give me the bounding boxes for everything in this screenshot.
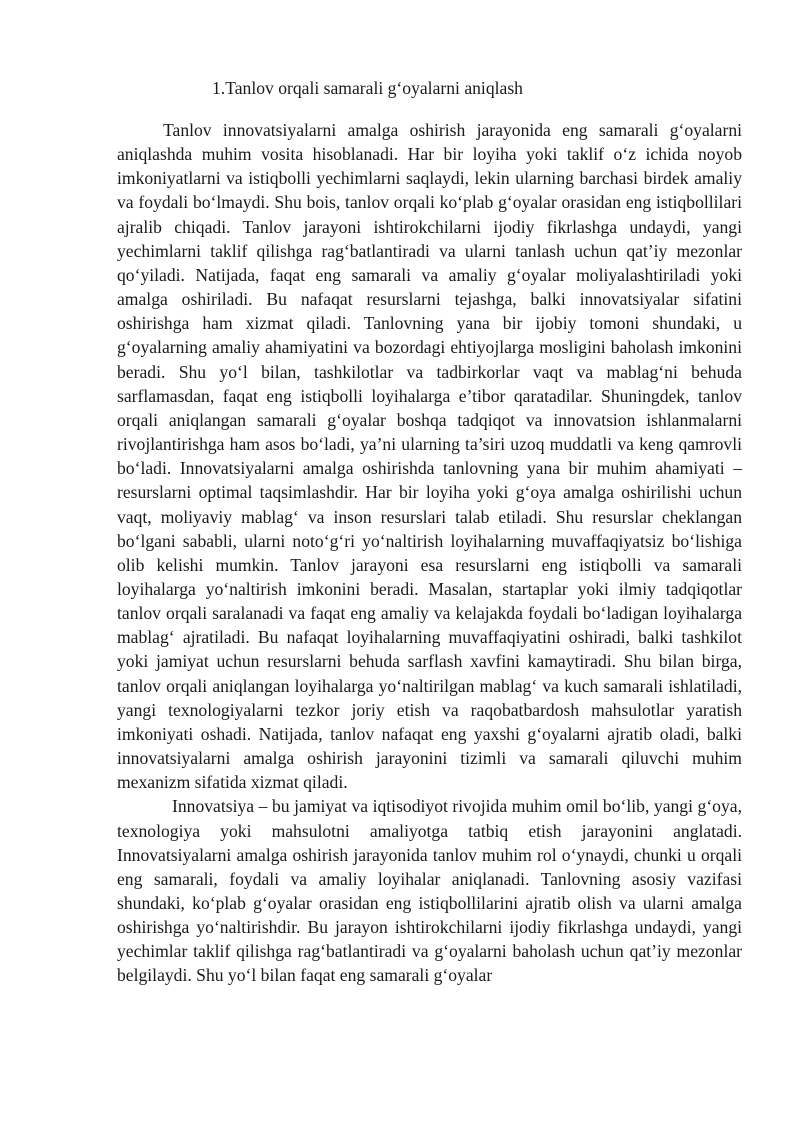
paragraph-1: Tanlov innovatsiyalarni amalga oshirish jarayonida eng samarali g‘oyalarni aniqlashda muhim vosita hisoblanadi. Har bir loyiha yoki taklif o‘z ichida noyob imkoniyatlarni va istiqbolli yechimlarni saqlaydi, lekin ularning barchasi birdek amaliy va foydali bo‘lmaydi. Shu bois, tanlov orqali ko‘plab g‘oyalar orasidan eng istiqbollilari ajralib chiqadi. Tanlov jarayoni ishtirokchilarni ijodiy fikrlashga undaydi, yangi yechimlarni taklif qilishga rag‘batlantiradi va ularni tanlash uchun qat’iy mezonlar qo‘yiladi. Natijada, faqat eng samarali va amaliy g‘oyalar moliyalashtiriladi yoki amalga oshiriladi. Bu nafaqat resurslarni tejashga, balki innovatsiyalar sifatini oshirishga ham xizmat qiladi. Tanlovning yana bir ijobiy tomoni shundaki, u g‘oyalarning amaliy ahamiyatini va bozordagi ehtiyojlarga mosligini baholash imkonini beradi. Shu yo‘l bilan, tashkilotlar va tadbirkorlar vaqt va mablag‘ni behuda sarflamasdan, faqat eng istiqbolli loyihalarga e’tibor qaratadilar. Shuningdek, tanlov orqali aniqlangan samarali g‘oyalar boshqa tadqiqot va innovatsion ishlanmalarni rivojlantirishga ham asos bo‘ladi, ya’ni ularning ta’siri uzoq muddatli va keng qamrovli bo‘ladi. Innovatsiyalarni amalga oshirishda tanlovning yana bir muhim ahamiyati – resurslarni optimal taqsimlashdir. Har bir loyiha yoki g‘oya amalga oshirilishi uchun vaqt, moliyaviy mablag‘ va inson resurslari talab etiladi. Shu resurslar cheklangan bo‘lgani sababli, ularni noto‘g‘ri yo‘naltirish loyihalarning muvaffaqiyatsiz bo‘lishiga olib kelishi mumkin. Tanlov jarayoni esa resurslarni eng istiqbolli va samarali loyihalarga yo‘naltirish imkonini beradi. Masalan, startaplar yoki ilmiy tadqiqotlar tanlov orqali saralanadi va faqat eng amaliy va kelajakda foydali bo‘ladigan loyihalarga mablag‘ ajratiladi. Bu nafaqat loyihalarning muvaffaqiyatini oshiradi, balki tashkilot yoki jamiyat uchun resurslarni behuda sarflash xavfini kamaytiradi. Shu bilan birga, tanlov orqali aniqlangan loyihalarga yo‘naltirilgan mablag‘ va kuch samarali ishlatiladi, yangi texnologiyalarni tezkor joriy etish va raqobatbardosh mahsulotlar yaratish imkoniyati oshadi. Natijada, tanlov nafaqat eng yaxshi g‘oyalarni ajratib oladi, balki innovatsiyalarni amalga oshirish jarayonini tizimli va samarali qiluvchi muhim mexanizm sifatida xizmat qiladi. [117, 120, 742, 793]
section-heading: 1.Tanlov orqali samarali g‘oyalarni aniqlash [212, 78, 523, 98]
body-text [117, 118, 742, 988]
paragraph-2: Innovatsiya – bu jamiyat va iqtisodiyot rivojida muhim omil bo‘lib, yangi g‘oya, texnologiya yoki mahsulotni amaliyotga tatbiq etish jarayonini anglatadi. Innovatsiyalarni amalga oshirish jarayonida tanlov muhim rol o‘ynaydi, chunki u orqali eng samarali, foydali va amaliy loyihalar aniqlanadi. Tanlovning asosiy vazifasi shundaki, ko‘plab g‘oyalar orasidan eng istiqbollilarini ajratib olish va ularni amalga oshirishga yo‘naltirishdir. Bu jarayon ishtirokchilarni ijodiy fikrlashga undaydi, yangi yechimlar taklif qilishga rag‘batlantiradi va g‘oyalarni baholash uchun qat’iy mezonlar belgilaydi. Shu yo‘l bilan faqat eng samarali g‘oyalar [117, 796, 742, 986]
